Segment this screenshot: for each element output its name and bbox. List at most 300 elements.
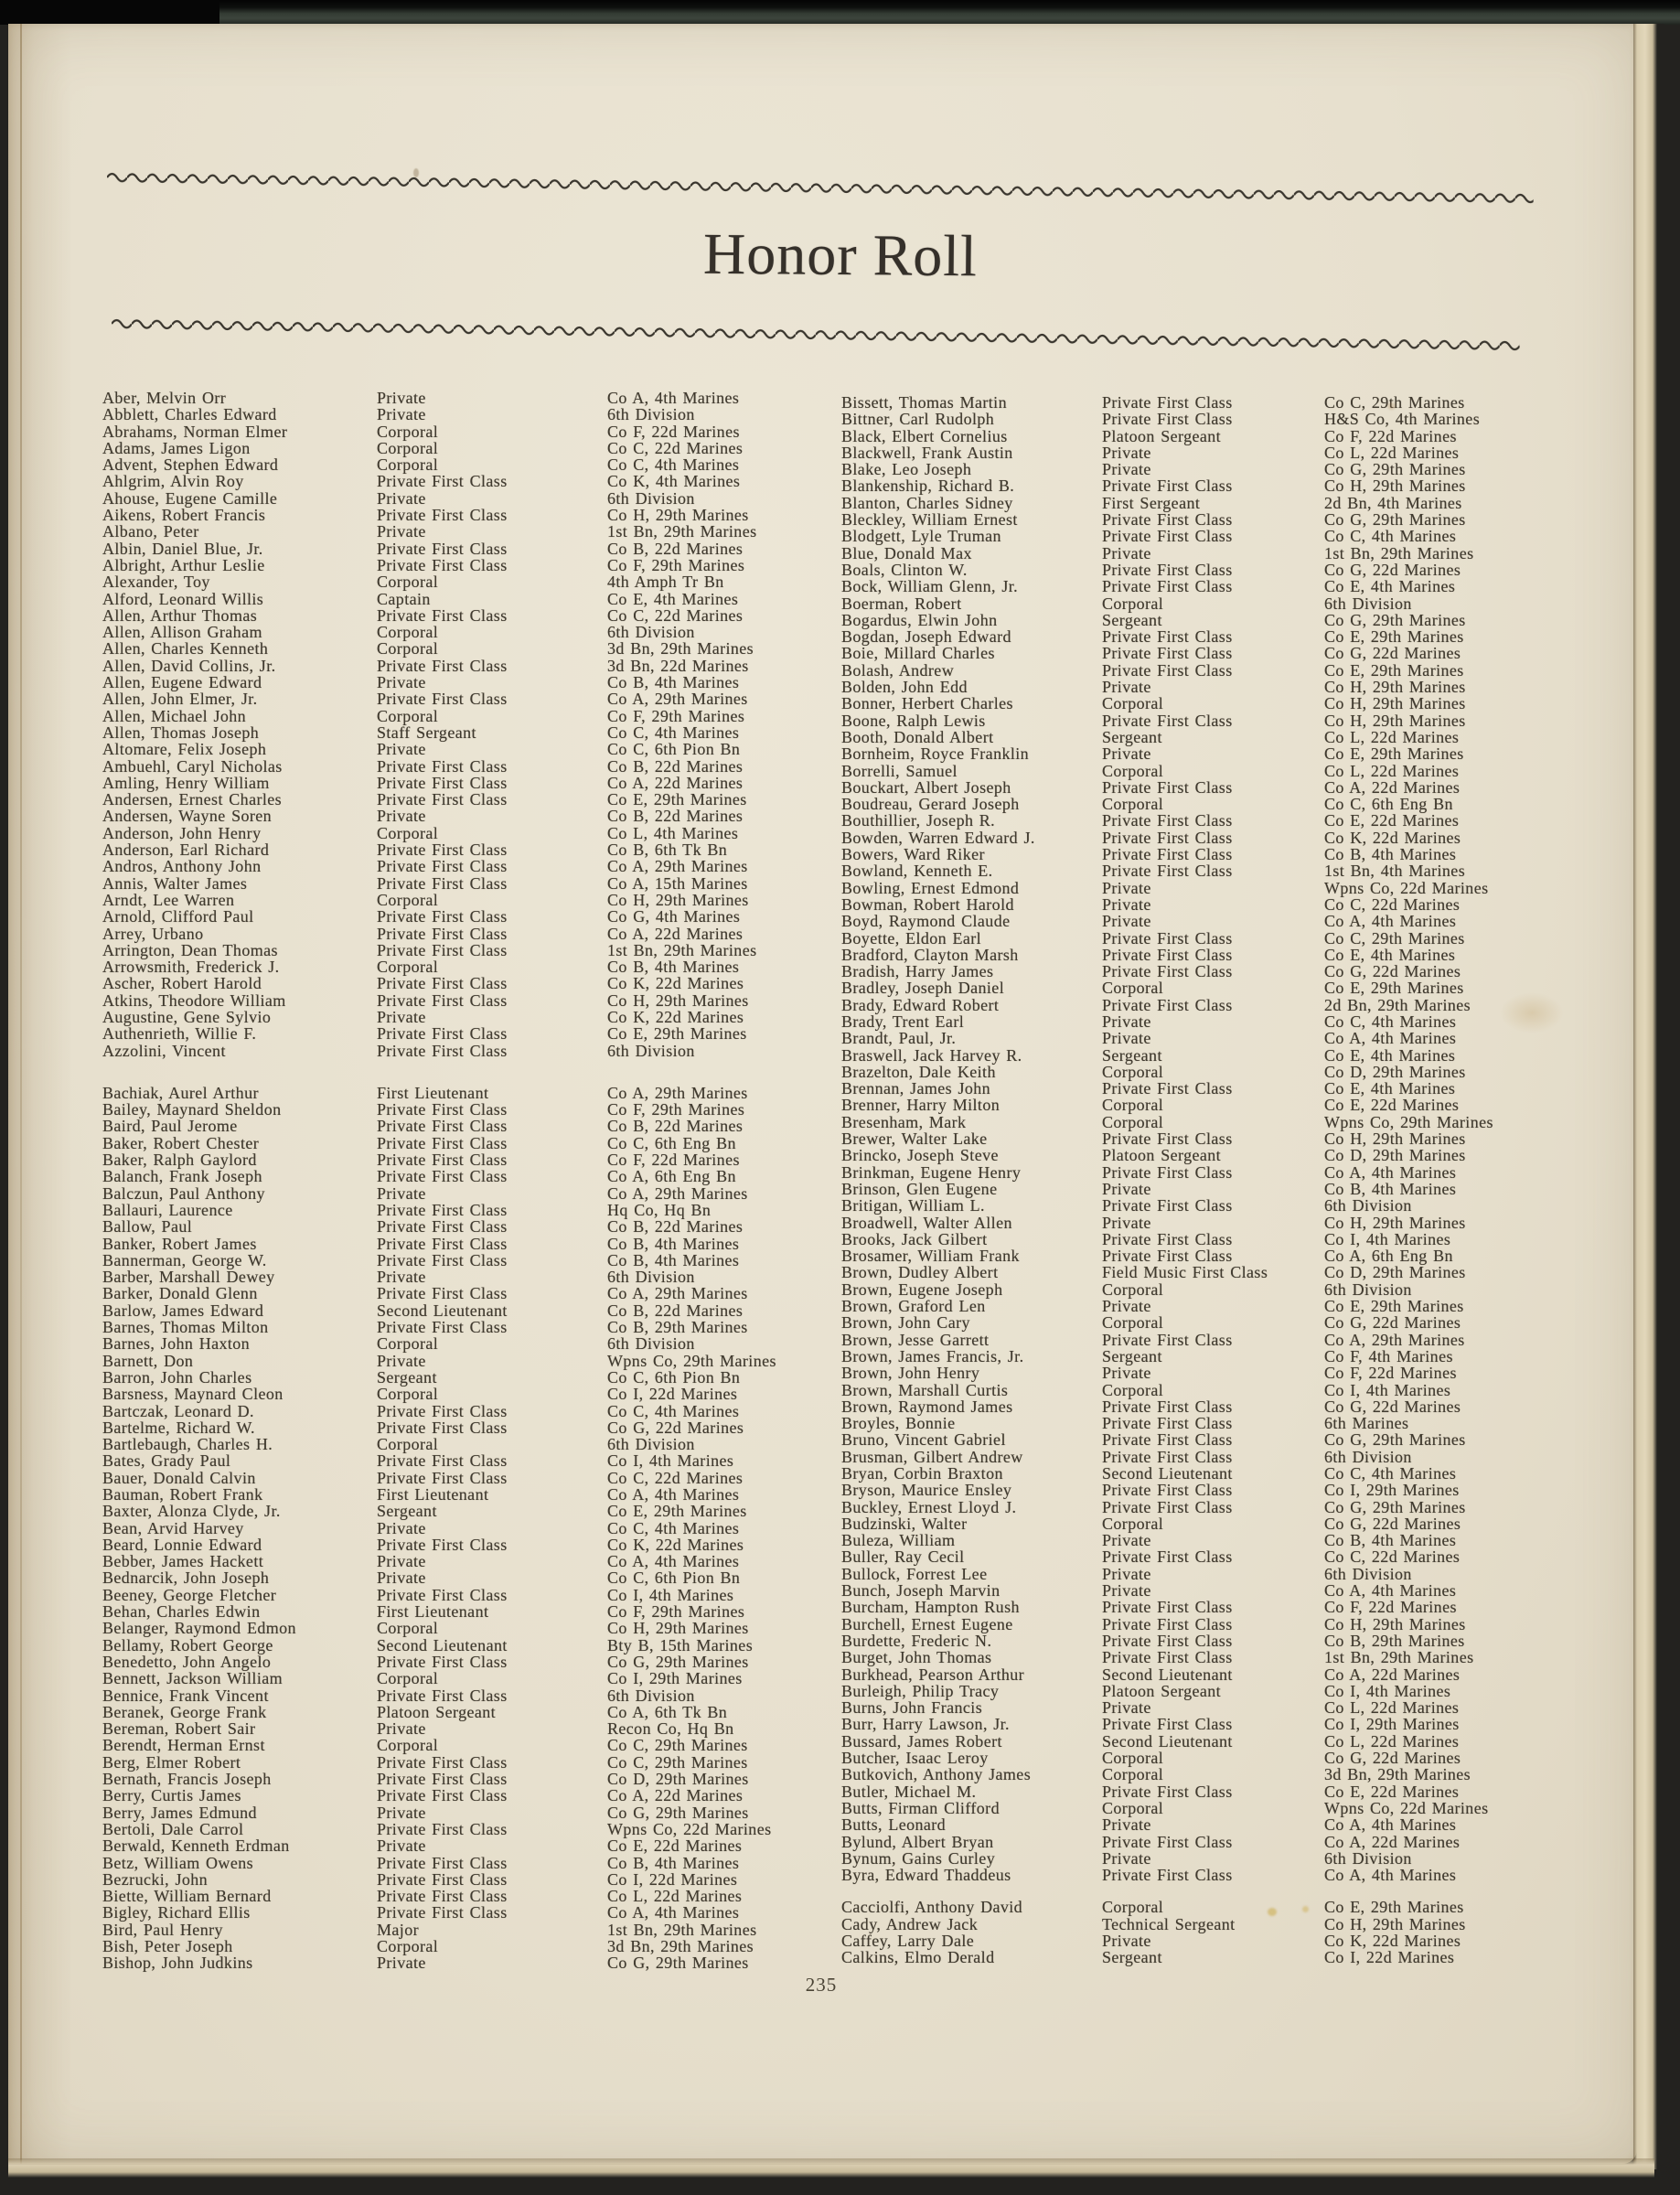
entry-name: Annis, Walter James [102,873,248,893]
roll-entry [841,930,1546,947]
entry-name: Butkovich, Anthony James [841,1765,1032,1784]
roll-entry [102,724,825,741]
roll-entry [841,1800,1546,1816]
roll-entry [102,1654,825,1670]
entry-name: Allen, David Collins, Jr. [102,656,276,675]
roll-entry [841,1666,1546,1683]
entry-rank: Corporal [1102,979,1164,998]
entry-rank: Private First Class [1102,1130,1233,1149]
entry-name: Bartelme, Richard W. [102,1418,255,1437]
roll-entry [102,741,825,757]
roll-entry [841,444,1546,461]
entry-name: Bird, Paul Henry [102,1920,223,1939]
entry-rank: Private [377,1719,426,1739]
entry-rank: Private First Class [377,873,508,893]
entry-unit: Co L, 22d Marines [1324,727,1460,746]
entry-unit: Co D, 29th Marines [1324,1146,1466,1165]
entry-rank: Private First Class [377,1853,508,1872]
roll-entry [841,612,1546,628]
entry-unit: Co B, 4th Marines [607,1853,740,1872]
page-number: 235 [805,1974,838,1996]
roll-entry [841,1616,1546,1633]
entry-unit: 6th Division [607,488,695,508]
roll-entry [841,963,1546,980]
entry-rank: Private First Class [1102,1247,1233,1266]
entry-rank: Private [1102,1698,1151,1718]
entry-rank: Private [1102,1564,1151,1583]
entry-unit: Co I, 4th Marines [1324,1229,1451,1248]
entry-unit: Co A, 6th Tk Bn [607,1702,728,1721]
entry-name: Bednarcik, John Joseph [102,1569,270,1588]
entry-name: Bowling, Ernest Edmond [841,878,1020,897]
entry-unit: Wpns Co, 29th Marines [607,1351,776,1370]
entry-name: Allen, Charles Kenneth [102,639,269,658]
entry-unit: Co A, 29th Marines [607,1284,748,1303]
entry-name: Abblett, Charles Edward [102,405,277,424]
entry-rank: Private [1102,1531,1151,1550]
entry-unit: Wpns Co, 22d Marines [1324,1798,1489,1817]
roll-entry [102,1569,825,1586]
entry-name: Albright, Arthur Leslie [102,555,265,574]
roll-entry [841,1566,1546,1582]
entry-unit: Co D, 29th Marines [607,1770,749,1789]
entry-rank: Private First Class [1102,1631,1233,1650]
entry-unit: Co B, 22d Marines [607,1301,744,1320]
entry-rank: Sergeant [1102,1346,1162,1365]
entry-rank: Private [1102,1815,1151,1835]
entry-unit: Co G, 22d Marines [1324,560,1461,579]
entry-name: Baker, Ralph Gaylord [102,1151,257,1170]
entry-unit: Co G, 29th Marines [1324,460,1466,479]
roll-entry [841,1683,1546,1699]
roll-entry [102,1754,825,1771]
entry-unit: Co F, 29th Marines [607,1100,745,1119]
entry-unit: Co E, 4th Marines [1324,1045,1456,1065]
entry-unit: Co A, 22d Marines [1324,1665,1461,1684]
entry-name: Bartlebaugh, Charles H. [102,1435,273,1454]
roll-entry [841,1314,1546,1331]
roll-entry [841,1599,1546,1615]
entry-rank: Private First Class [1102,1397,1233,1416]
entry-unit: Co H, 29th Marines [1324,678,1466,697]
entry-rank: Private First Class [1102,1430,1233,1450]
roll-entry [102,1904,825,1921]
roll-entry [841,1816,1546,1833]
gutter-shadow [8,24,72,2164]
entry-rank: Corporal [377,706,439,725]
entry-unit: 6th Division [607,1435,695,1454]
roll-entry [102,557,825,573]
roll-entry [102,892,825,908]
entry-name: Blodgett, Lyle Truman [841,527,1001,546]
entry-name: Bradish, Harry James [841,962,994,981]
entry-name: Burns, John Francis [841,1698,983,1718]
entry-name: Bradford, Clayton Marsh [841,945,1019,964]
entry-name: Azzolini, Vincent [102,1041,226,1060]
entry-unit: Co A, 29th Marines [607,1083,748,1102]
entry-unit: Co I, 4th Marines [607,1451,734,1471]
entry-name: Bauman, Robert Frank [102,1485,263,1504]
roll-entry [841,562,1546,578]
entry-unit: Co C, 4th Marines [1324,1464,1457,1483]
entry-rank: Sergeant [1102,1045,1162,1065]
roll-entry [102,1009,825,1025]
entry-rank: Private [1102,1297,1151,1316]
roll-entry [102,825,825,841]
entry-unit: Co F, 29th Marines [607,706,745,725]
entry-rank: Private First Class [377,690,508,709]
entry-rank: Private First Class [377,1217,508,1237]
entry-unit: Co H, 29th Marines [1324,1614,1466,1633]
entry-unit: Co I, 4th Marines [1324,1681,1451,1700]
entry-unit: Co A, 4th Marines [1324,1866,1457,1885]
roll-entry [841,1215,1546,1231]
roll-entry [102,607,825,624]
entry-name: Berg, Elmer Robert [102,1752,241,1772]
entry-name: Abrahams, Norman Elmer [102,422,288,441]
roll-entry [102,490,825,507]
entry-name: Berry, James Edmund [102,1803,257,1822]
roll-entry [841,1582,1546,1599]
entry-rank: Corporal [1102,1313,1164,1333]
entry-name: Allen, Allison Graham [102,623,262,642]
entry-rank: Captain [377,589,431,608]
entry-unit: Co C, 4th Marines [607,723,740,742]
roll-entry [841,1482,1546,1498]
paper-speck [413,168,419,177]
entry-rank: Private [377,389,426,407]
entry-name: Arrey, Urbano [102,924,204,943]
roll-entry [102,1085,825,1101]
entry-rank: Private [1102,1364,1151,1383]
roll-entry [102,1503,825,1519]
entry-rank: Corporal [377,438,439,457]
entry-rank: Private First Class [1102,1229,1233,1248]
roll-entry [102,591,825,607]
entry-unit: Co F, 29th Marines [607,1602,745,1622]
entry-rank: Private [377,1954,426,1973]
entry-name: Bock, William Glenn, Jr. [841,577,1019,596]
entry-unit: Co A, 4th Marines [1324,912,1457,931]
roll-entry [841,1348,1546,1365]
entry-name: Ballow, Paul [102,1217,193,1237]
scan-background-top [0,0,219,25]
entry-unit: Co A, 15th Marines [607,873,748,893]
entry-name: Berry, Curtis James [102,1786,241,1805]
entry-rank: Private [377,1552,426,1571]
roll-entry [102,456,825,473]
entry-rank: Private First Class [1102,560,1233,579]
roll-entry [102,1553,825,1569]
roll-entry [841,1097,1546,1113]
entry-unit: Co A, 4th Marines [607,1552,740,1571]
entry-rank: Sergeant [1102,727,1162,746]
entry-rank: Private First Class [1102,1447,1233,1466]
entry-unit: Wpns Co, 22d Marines [1324,878,1489,897]
roll-entry [841,1298,1546,1314]
entry-unit: 1st Bn, 29th Marines [607,1920,757,1939]
entry-name: Bezrucki, John [102,1869,209,1889]
entry-rank: Private First Class [1102,1497,1233,1516]
page-stack-edge-bottom [8,2158,1654,2186]
roll-entry [102,1335,825,1352]
roll-entry [841,830,1546,846]
entry-rank: Private [1102,1581,1151,1601]
roll-entry [841,428,1546,444]
entry-rank: Private First Class [377,1686,508,1705]
entry-unit: 6th Division [607,1268,695,1287]
entry-unit: H&S Co, 4th Marines [1324,410,1481,429]
entry-name: Brown, John Cary [841,1313,970,1333]
entry-unit: 6th Division [1324,1848,1412,1868]
entry-name: Bouckart, Albert Joseph [841,777,1011,797]
entry-name: Albin, Daniel Blue, Jr. [102,539,263,558]
entry-rank: Private First Class [1102,1832,1233,1851]
roll-entry [102,1369,825,1386]
entry-rank: Private First Class [377,1535,508,1554]
entry-unit: Co B, 29th Marines [1324,1631,1465,1650]
entry-name: Bryson, Maurice Ensley [841,1481,1012,1500]
roll-entry [841,1716,1546,1732]
entry-rank: Private First Class [377,555,508,574]
entry-rank: Corporal [1102,1749,1164,1768]
roll-entry [102,926,825,942]
entry-rank: Corporal [377,455,439,475]
roll-entry [841,411,1546,427]
roll-entry [102,523,825,540]
entry-unit: Co L, 4th Marines [607,823,739,842]
entry-rank: Private First Class [377,1167,508,1186]
entry-name: Blankenship, Richard B. [841,476,1015,496]
roll-entry [102,1704,825,1720]
entry-name: Bynum, Gains Curley [841,1848,996,1868]
entry-name: Allen, Michael John [102,706,247,725]
entry-rank: Private First Class [377,1903,508,1922]
roll-entry [102,507,825,523]
entry-rank: Sergeant [1102,610,1162,629]
entry-unit: Co C, 4th Marines [1324,1012,1457,1031]
roll-entry [102,1536,825,1553]
entry-name: Butts, Leonard [841,1815,947,1835]
entry-rank: Private [1102,543,1151,562]
roll-entry [841,1264,1546,1280]
roll-entry [841,1834,1546,1850]
roll-entry [102,1386,825,1402]
entry-rank: Private [377,1836,426,1856]
entry-name: Butcher, Isaac Leroy [841,1749,989,1768]
entry-unit: 2d Bn, 4th Marines [1324,493,1462,512]
entry-name: Burchell, Ernest Eugene [841,1614,1013,1633]
entry-unit: Co B, 4th Marines [607,673,740,692]
entry-name: Black, Elbert Cornelius [841,426,1008,445]
entry-unit: Co A, 22d Marines [607,773,744,792]
roll-entry [102,1520,825,1536]
entry-rank: Private First Class [1102,777,1233,797]
entry-unit: 6th Division [1324,1447,1412,1466]
entry-name: Barnes, Thomas Milton [102,1318,269,1337]
entry-unit: Co E, 22d Marines [1324,1096,1460,1115]
entry-name: Bennett, Jackson William [102,1669,284,1688]
roll-entry [841,1449,1546,1465]
entry-rank: Private [1102,1012,1151,1031]
roll-entry [102,841,825,858]
entry-rank: Private First Class [377,1318,508,1337]
entry-unit: Co A, 29th Marines [607,1183,748,1203]
entry-unit: Co A, 6th Eng Bn [607,1167,736,1186]
entry-unit: 3d Bn, 22d Marines [607,656,749,675]
entry-name: Boie, Millard Charles [841,644,995,663]
entry-name: Bebber, James Hackett [102,1552,264,1571]
entry-name: Beranek, George Frank [102,1702,267,1721]
entry-unit: 3d Bn, 29th Marines [1324,1765,1471,1784]
entry-unit: Co D, 29th Marines [1324,1263,1466,1282]
entry-unit: 6th Division [607,405,695,424]
entry-name: Benedetto, John Angelo [102,1652,272,1671]
entry-rank: Private First Class [1102,1330,1233,1349]
roll-entry [841,880,1546,896]
entry-rank: Private First Class [377,1585,508,1604]
roll-entry [841,1197,1546,1214]
entry-name: Blackwell, Frank Austin [841,443,1013,462]
entry-name: Ahouse, Eugene Camille [102,488,278,508]
entry-name: Burdette, Frederic N. [841,1631,992,1650]
entry-name: Barron, John Charles [102,1367,252,1387]
roll-entry [841,1699,1546,1716]
entry-name: Brown, Graford Len [841,1297,986,1316]
entry-name: Andros, Anthony John [102,857,262,876]
entry-unit: Wpns Co, 29th Marines [1324,1112,1493,1131]
entry-name: Broyles, Bonnie [841,1414,956,1433]
entry-unit: Co E, 29th Marines [1324,979,1464,998]
entry-name: Brown, James Francis, Jr. [841,1346,1024,1365]
entry-name: Boone, Ralph Lewis [841,711,986,730]
entry-rank: Corporal [1102,1380,1164,1399]
entry-unit: Co G, 29th Marines [607,1652,749,1671]
roll-entry [841,745,1546,762]
roll-entry [102,541,825,557]
entry-name: Balanch, Frank Joseph [102,1167,262,1186]
entry-unit: Co A, 22d Marines [607,924,744,943]
entry-name: Booth, Donald Albert [841,727,994,746]
roll-entry [841,779,1546,796]
entry-name: Bannerman, George W. [102,1250,267,1269]
entry-rank: Private [1102,912,1151,931]
entry-rank: Private First Class [377,472,508,491]
entry-name: Bleckley, William Ernest [841,510,1018,530]
roll-entry [841,1030,1546,1046]
entry-rank: Private First Class [1102,1648,1233,1667]
entry-unit: Co F, 22d Marines [607,1151,740,1170]
entry-name: Baird, Paul Jerome [102,1117,238,1136]
entry-name: Bogdan, Joseph Edward [841,627,1011,647]
page-title: Honor Roll [702,220,979,289]
entry-unit: Co I, 4th Marines [1324,1380,1451,1399]
roll-entry [841,495,1546,511]
entry-name: Bailey, Maynard Sheldon [102,1100,282,1119]
entry-rank: Private First Class [1102,476,1233,496]
entry-name: Bullock, Forrest Lee [841,1564,988,1583]
roll-entry [841,1783,1546,1800]
entry-unit: Co K, 22d Marines [1324,1932,1461,1951]
entry-name: Andersen, Ernest Charles [102,790,283,809]
entry-unit: Co C, 4th Marines [607,455,740,475]
entry-unit: Co K, 22d Marines [607,1007,744,1026]
roll-entry [841,1933,1546,1949]
entry-rank: Private First Class [377,1752,508,1772]
entry-name: Bruno, Vincent Gabriel [841,1430,1006,1450]
roll-entry [841,729,1546,745]
entry-unit: Co G, 4th Marines [607,907,741,926]
page-crease [20,24,22,2164]
entry-unit: 6th Division [607,1041,695,1060]
entry-name: Alford, Leonard Willis [102,589,264,608]
entry-unit: Co A, 4th Marines [1324,1581,1457,1601]
roll-entry [841,578,1546,594]
entry-unit: Co C, 4th Marines [607,1518,740,1537]
roll-entry [102,708,825,724]
roll-entry [102,1252,825,1269]
entry-rank: Platoon Sergeant [1102,1146,1222,1165]
entry-name: Brady, Edward Robert [841,995,1000,1014]
entry-name: Balczun, Paul Anthony [102,1183,265,1203]
entry-unit: Co C, 22d Marines [1324,894,1461,914]
entry-name: Burr, Harry Lawson, Jr. [841,1715,1010,1734]
entry-unit: Co H, 29th Marines [1324,1130,1466,1149]
roll-entry [102,992,825,1009]
entry-unit: Co H, 29th Marines [1324,711,1466,730]
entry-name: Bogardus, Elwin John [841,610,998,629]
entry-name: Barber, Marshall Dewey [102,1268,275,1287]
entry-rank: Corporal [1102,1112,1164,1131]
roll-entry [841,712,1546,729]
roll-entry [841,1047,1546,1064]
entry-rank: Private First Class [1102,711,1233,730]
entry-name: Baxter, Alonza Clyde, Jr. [102,1502,281,1521]
entry-rank: Private First Class [1102,1715,1233,1734]
entry-rank: Private First Class [377,1819,508,1838]
entry-unit: Wpns Co, 22d Marines [607,1819,772,1838]
entry-rank: Private First Class [1102,1079,1233,1098]
honor-roll-left-column [102,390,825,1972]
entry-rank: Private First Class [377,1869,508,1889]
entry-rank: Private [1102,1932,1151,1951]
entry-unit: Co F, 22d Marines [607,422,740,441]
roll-entry [841,1415,1546,1431]
entry-name: Barnett, Don [102,1351,194,1370]
roll-entry [841,1850,1546,1867]
entry-name: Ambuehl, Caryl Nicholas [102,756,283,776]
entry-unit: Co G, 22d Marines [1324,1749,1461,1768]
entry-name: Burcham, Hampton Rush [841,1598,1020,1617]
entry-rank: Corporal [377,623,439,642]
entry-unit: Co C, 6th Pion Bn [607,1569,741,1588]
roll-entry [102,1419,825,1436]
paper-stain [1268,1908,1277,1916]
entry-unit: Co C, 6th Pion Bn [607,1367,741,1387]
entry-unit: 6th Division [607,623,695,642]
entry-rank: Private First Class [377,539,508,558]
roll-entry [841,1181,1546,1197]
entry-unit: Co D, 29th Marines [1324,1062,1466,1081]
entry-unit: Co B, 22d Marines [607,1217,744,1237]
entry-unit: Co A, 22d Marines [607,1786,744,1805]
entry-unit: 6th Division [1324,1196,1412,1215]
entry-name: Bonner, Herbert Charles [841,694,1013,713]
entry-unit: Co I, 22d Marines [607,1385,738,1404]
entry-rank: First Lieutenant [377,1602,489,1622]
entry-rank: Platoon Sergeant [377,1702,497,1721]
roll-entry [102,791,825,808]
